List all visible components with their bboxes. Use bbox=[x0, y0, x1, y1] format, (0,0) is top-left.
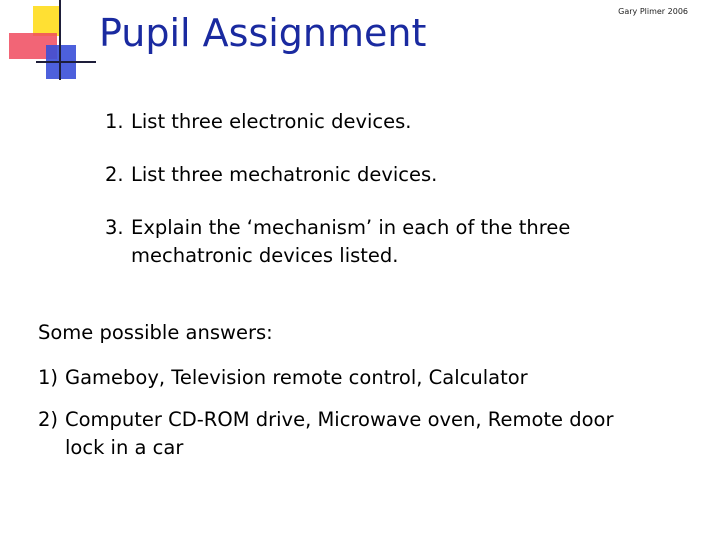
answer-number: 2) bbox=[38, 408, 59, 431]
answer-item bbox=[38, 364, 638, 392]
slide-title: Pupil Assignment bbox=[99, 11, 427, 55]
task-item bbox=[105, 161, 665, 189]
task-text: List three electronic devices. bbox=[131, 110, 412, 133]
answer-text: Computer CD-ROM drive, Microwave oven, Remote door lock in a car bbox=[65, 408, 614, 459]
assignment-task-list bbox=[105, 108, 665, 295]
task-number: 3. bbox=[105, 216, 124, 239]
answer-text: Gameboy, Television remote control, Calculator bbox=[65, 366, 528, 389]
author-credit: Gary Plimer 2006 bbox=[618, 7, 688, 16]
logo-yellow-square bbox=[33, 6, 59, 36]
task-text: List three mechatronic devices. bbox=[131, 163, 438, 186]
task-item bbox=[105, 108, 665, 136]
answer-item bbox=[38, 406, 638, 462]
task-item bbox=[105, 214, 665, 270]
answer-number: 1) bbox=[38, 366, 59, 389]
decorative-square-logo bbox=[0, 0, 100, 90]
answers-heading: Some possible answers: bbox=[38, 321, 273, 344]
task-number: 2. bbox=[105, 163, 124, 186]
answer-list bbox=[38, 364, 638, 476]
task-text: Explain the ‘mechanism’ in each of the three mechatronic devices listed. bbox=[131, 216, 571, 267]
task-number: 1. bbox=[105, 110, 124, 133]
